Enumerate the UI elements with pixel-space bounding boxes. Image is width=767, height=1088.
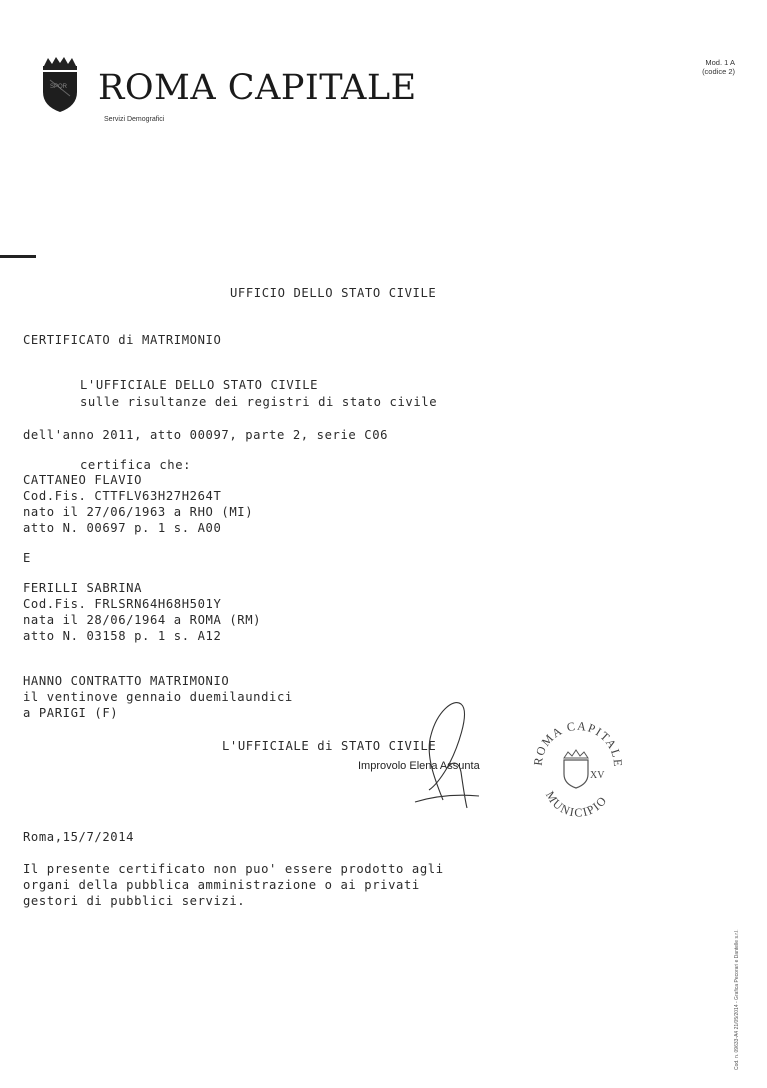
marriage-line-2: il ventinove gennaio duemilaundici [23,690,293,704]
spouse1-act: atto N. 00697 p. 1 s. A00 [23,521,222,535]
shield-icon [38,56,82,114]
spouse1-name: CATTANEO FLAVIO [23,473,143,487]
municipal-stamp [528,718,624,828]
intro-line-1: L'UFFICIALE DELLO STATO CIVILE [80,378,319,392]
handwritten-signature [395,690,505,815]
spouse2-name: FERILLI SABRINA [23,581,143,595]
form-code [702,58,735,76]
certifies-line: certifica che: [80,458,192,472]
spouse2-tax-code: Cod.Fis. FRLSRN64H68H501Y [23,597,222,611]
stamp-top-text: ROMA CAPITALE [530,718,624,769]
spouse1-birth: nato il 27/06/1963 a RHO (MI) [23,505,254,519]
conjunction: E [23,551,31,565]
notice-line-1: Il presente certificato non puo' essere prodotto agli [23,862,444,876]
office-title: UFFICIO DELLO STATO CIVILE [230,286,437,300]
header-title: ROMA CAPITALE [98,68,417,108]
marriage-line-3: a PARIGI (F) [23,706,119,720]
notice-line-3: gestori di pubblici servizi. [23,894,246,908]
notice-line-2: organi della pubblica amministrazione o ai privati [23,878,420,892]
print-side-note: Cod. n. 09633-A4 21/05/2014 - Grafica Pecorari e Dantelle s.r.l. [734,929,740,1070]
record-reference: dell'anno 2011, atto 00097, parte 2, serie C06 [23,428,389,442]
signer-name: Improvolo Elena Assunta [358,760,480,772]
place-date: Roma,15/7/2014 [23,830,135,844]
header-subtitle: Servizi Demografici [104,116,165,123]
spouse2-act: atto N. 03158 p. 1 s. A12 [23,629,222,643]
stamp-bottom-text: MUNICIPIO [542,788,611,820]
svg-text:SPQR: SPQR [50,84,68,90]
form-code-line2: (codice 2) [702,67,735,76]
document-type: CERTIFICATO di MATRIMONIO [23,333,222,347]
stamp-number: XV [590,770,605,781]
roma-capitale-logo [38,56,82,114]
svg-text:ROMA CAPITALE [531,719,624,769]
svg-text:MUNICIPIO [543,789,610,820]
spouse2-birth: nata il 28/06/1964 a ROMA (RM) [23,613,262,627]
form-code-line1: Mod. 1 A [705,58,735,67]
intro-line-2: sulle risultanze dei registri di stato civile [80,395,438,409]
signature-title: L'UFFICIALE di STATO CIVILE [222,739,437,753]
margin-mark [0,255,36,258]
spouse1-tax-code: Cod.Fis. CTTFLV63H27H264T [23,489,222,503]
marriage-line-1: HANNO CONTRATTO MATRIMONIO [23,674,230,688]
